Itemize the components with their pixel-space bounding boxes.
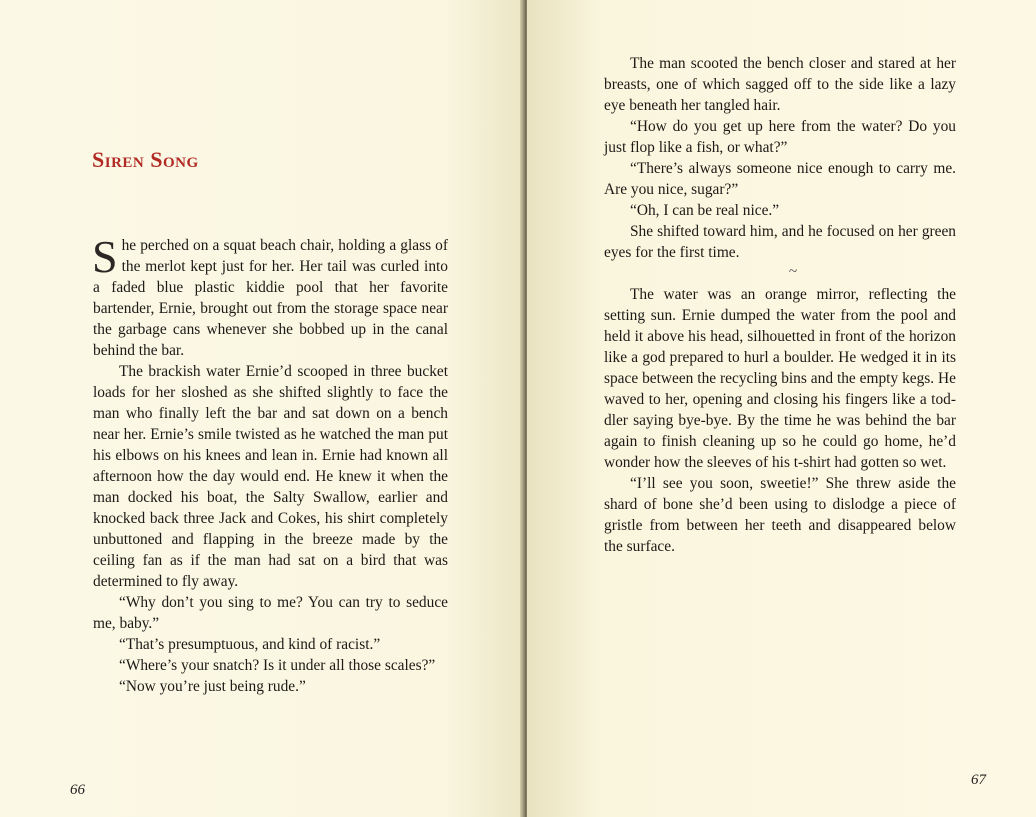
drop-cap: S [92, 231, 118, 282]
paragraph: “There’s always someone nice enough to carry me. Are you nice, sugar?” [604, 160, 956, 198]
paragraph: The brackish water Ernie’d scooped in three bucket loads for her sloshed as she shifted slightly to face the man who finally left the bar and sat down on a bench near her. Ernie’s smile twisted as he watched the man put his elbows on his knees and lean in. Ernie had known all afternoon how the day would end. He knew it when the man docked his boat, the Salty Swallow, earlier and knocked back three Jack and Cokes, his shirt completely unbuttoned and flapping in the breeze made by the ceiling fan as if the man had sat on a bird that was determined to fly away. [93, 363, 448, 590]
page-number-left: 66 [70, 782, 85, 798]
paragraph: “I’ll see you soon, sweetie!” She threw aside the shard of bone she’d been using to dislodge a piece of gristle from between her teeth and disappeared below the surface. [604, 475, 956, 555]
page-number-right: 67 [971, 772, 986, 788]
paragraph: The water was an orange mirror, reflecting the setting sun. Ernie dumped the water from the pool and held it above his head, silhouetted in front of the horizon like a god prepared to hurl a boulder. He wedged it in its space between the recycling bins and the empty kegs. He waved to her, opening and closing his fingers like a toddler saying bye-bye. By the time he was behind the bar again to finish cleaning up so he could go home, he’d wonder how the sleeves of his t-shirt had gotten so wet. [604, 286, 956, 471]
right-text-column [604, 53, 956, 557]
paragraph: “That’s presumptuous, and kind of racist.” [119, 636, 381, 653]
opening-paragraph [92, 231, 448, 361]
paragraph: “Why don’t you sing to me? You can try to seduce me, baby.” [93, 594, 448, 632]
section-separator: ~ [788, 263, 798, 280]
paragraph: “Where’s your snatch? Is it under all those scales?” [119, 657, 436, 674]
chapter-title: Siren Song [92, 147, 199, 172]
paragraph: The man scooted the bench closer and stared at her breasts, one of which sagged off to the side like a lazy eye beneath her tangled hair. [604, 55, 956, 114]
paragraph: “Now you’re just being rude.” [119, 678, 306, 695]
paragraph: “How do you get up here from the water? Do you just flop like a fish, or what?” [604, 118, 956, 156]
left-text-column [92, 231, 448, 697]
paragraph: She shifted toward him, and he focused on her green eyes for the first time. [604, 223, 956, 261]
paragraph: “Oh, I can be real nice.” [630, 202, 780, 219]
opening-paragraph-text: he perched on a squat beach chair, holding a glass of the merlot kept just for her. Her tail was curled into a faded blue plastic kiddie pool that her favorite bartender, Ernie, brought out from the storage space near the garbage cans whenever she bobbed up in the canal behind the bar. [93, 237, 448, 359]
